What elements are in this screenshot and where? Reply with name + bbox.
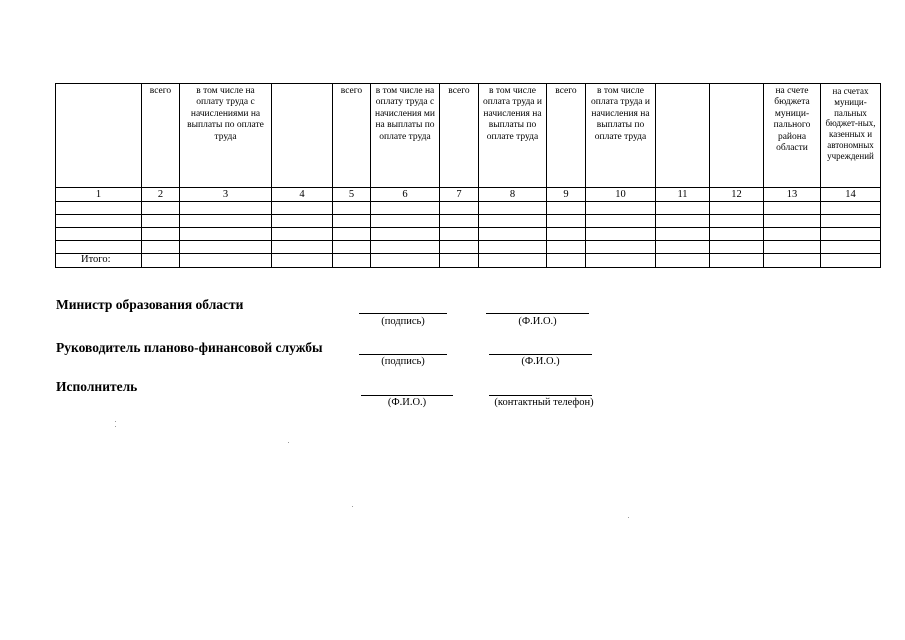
column-number-row <box>56 188 881 202</box>
total-cell <box>272 254 333 268</box>
column-number: 9 <box>547 188 586 202</box>
total-cell <box>333 254 371 268</box>
column-number: 7 <box>440 188 479 202</box>
scan-speck <box>352 506 353 507</box>
column-number: 4 <box>272 188 333 202</box>
table-cell <box>142 241 180 254</box>
report-table <box>55 83 881 268</box>
table-cell <box>547 202 586 215</box>
table-cell <box>440 241 479 254</box>
table-cell <box>821 228 881 241</box>
table-cell <box>710 241 764 254</box>
table-cell <box>371 215 440 228</box>
table-cell <box>656 202 710 215</box>
executor-phone-caption: (контактный телефон) <box>494 397 594 408</box>
executor-name-caption: (Ф.И.О.) <box>387 397 427 408</box>
scan-speck <box>115 421 116 422</box>
executor-name-line <box>361 395 453 396</box>
table-cell <box>142 202 180 215</box>
head-finance-name-caption: (Ф.И.О.) <box>521 356 560 367</box>
table-cell <box>440 228 479 241</box>
header-cell-8: в том числе оплата труда и начисления на выплаты по оплате труда <box>479 84 547 188</box>
table-cell <box>440 202 479 215</box>
minister-signature-caption: (подпись) <box>381 316 425 327</box>
header-cell-7: всего <box>440 84 479 188</box>
table-cell <box>180 228 272 241</box>
table-cell <box>586 202 656 215</box>
minister-name-line <box>486 313 589 314</box>
header-cell-6: в том числе на оплату труда с начисления ми на выплаты по оплате труда <box>371 84 440 188</box>
table-cell <box>142 228 180 241</box>
total-cell <box>821 254 881 268</box>
minister-title: Министр образования области <box>56 297 244 312</box>
table-cell <box>272 202 333 215</box>
head-finance-name-line <box>489 354 592 355</box>
table-cell <box>821 215 881 228</box>
column-number: 1 <box>56 188 142 202</box>
column-number: 5 <box>333 188 371 202</box>
table-cell <box>440 215 479 228</box>
empty-rows-group <box>56 202 881 254</box>
table-cell <box>710 202 764 215</box>
table-cell <box>479 228 547 241</box>
table-cell <box>180 241 272 254</box>
table-cell <box>764 202 821 215</box>
column-number: 13 <box>764 188 821 202</box>
table-cell <box>821 241 881 254</box>
table-cell <box>272 215 333 228</box>
table-cell <box>142 215 180 228</box>
table-cell <box>656 228 710 241</box>
header-cell-1 <box>56 84 142 188</box>
table-cell <box>371 202 440 215</box>
table-cell <box>821 202 881 215</box>
table-cell <box>710 228 764 241</box>
table-cell <box>547 228 586 241</box>
table-cell <box>764 215 821 228</box>
table-row <box>56 202 881 215</box>
column-number: 3 <box>180 188 272 202</box>
column-number: 2 <box>142 188 180 202</box>
minister-signature-line <box>359 313 447 314</box>
table-cell <box>479 215 547 228</box>
scan-speck <box>288 442 289 443</box>
table-cell <box>710 215 764 228</box>
executor-phone-line <box>489 395 592 396</box>
table-cell <box>180 202 272 215</box>
header-cell-9: всего <box>547 84 586 188</box>
table-cell <box>479 202 547 215</box>
total-cell <box>440 254 479 268</box>
table-header-row <box>56 84 881 188</box>
executor-title: Исполнитель <box>56 379 138 394</box>
column-number: 14 <box>821 188 881 202</box>
table-cell <box>764 228 821 241</box>
head-finance-signature-caption: (подпись) <box>381 356 425 367</box>
total-row <box>56 254 881 268</box>
table-cell <box>656 215 710 228</box>
table-cell <box>479 241 547 254</box>
header-cell-2: всего <box>142 84 180 188</box>
total-cell <box>764 254 821 268</box>
scan-speck <box>628 517 629 518</box>
table-row <box>56 228 881 241</box>
column-number: 6 <box>371 188 440 202</box>
table-cell <box>586 228 656 241</box>
total-cell <box>710 254 764 268</box>
table-cell <box>586 241 656 254</box>
total-cell <box>656 254 710 268</box>
header-cell-4 <box>272 84 333 188</box>
table-cell <box>656 241 710 254</box>
table-cell <box>56 215 142 228</box>
table-cell <box>764 241 821 254</box>
column-number: 11 <box>656 188 710 202</box>
table-cell <box>56 228 142 241</box>
header-cell-10: в том числе оплата труда и начисления на выплаты по оплате труда <box>586 84 656 188</box>
total-cell <box>586 254 656 268</box>
table-cell <box>333 228 371 241</box>
column-number: 12 <box>710 188 764 202</box>
column-number: 8 <box>479 188 547 202</box>
total-cell <box>371 254 440 268</box>
scan-speck <box>115 426 116 427</box>
table-cell <box>272 241 333 254</box>
header-cell-14: на счетах муници-пальных бюджет-ных, казенных и автономных учреждений <box>821 84 881 188</box>
minister-name-caption: (Ф.И.О.) <box>518 316 557 327</box>
header-cell-11 <box>656 84 710 188</box>
table-cell <box>547 215 586 228</box>
column-number: 10 <box>586 188 656 202</box>
table-row <box>56 241 881 254</box>
header-cell-5: всего <box>333 84 371 188</box>
table-cell <box>371 241 440 254</box>
total-label: Итого: <box>56 254 142 268</box>
table-row <box>56 215 881 228</box>
table-cell <box>333 215 371 228</box>
header-cell-12 <box>710 84 764 188</box>
table-cell <box>180 215 272 228</box>
header-cell-3: в том числе на оплату труда с начислениями на выплаты по оплате труда <box>180 84 272 188</box>
total-cell <box>547 254 586 268</box>
table-cell <box>333 202 371 215</box>
table-cell <box>371 228 440 241</box>
header-cell-13: на счете бюджета муници-пального района области <box>764 84 821 188</box>
table-cell <box>56 241 142 254</box>
total-cell <box>479 254 547 268</box>
total-cell <box>142 254 180 268</box>
table-cell <box>333 241 371 254</box>
head-finance-signature-line <box>359 354 447 355</box>
table-cell <box>272 228 333 241</box>
table-cell <box>586 215 656 228</box>
total-cell <box>180 254 272 268</box>
table-cell <box>547 241 586 254</box>
head-finance-title: Руководитель планово-финансовой службы <box>56 340 323 355</box>
table-cell <box>56 202 142 215</box>
